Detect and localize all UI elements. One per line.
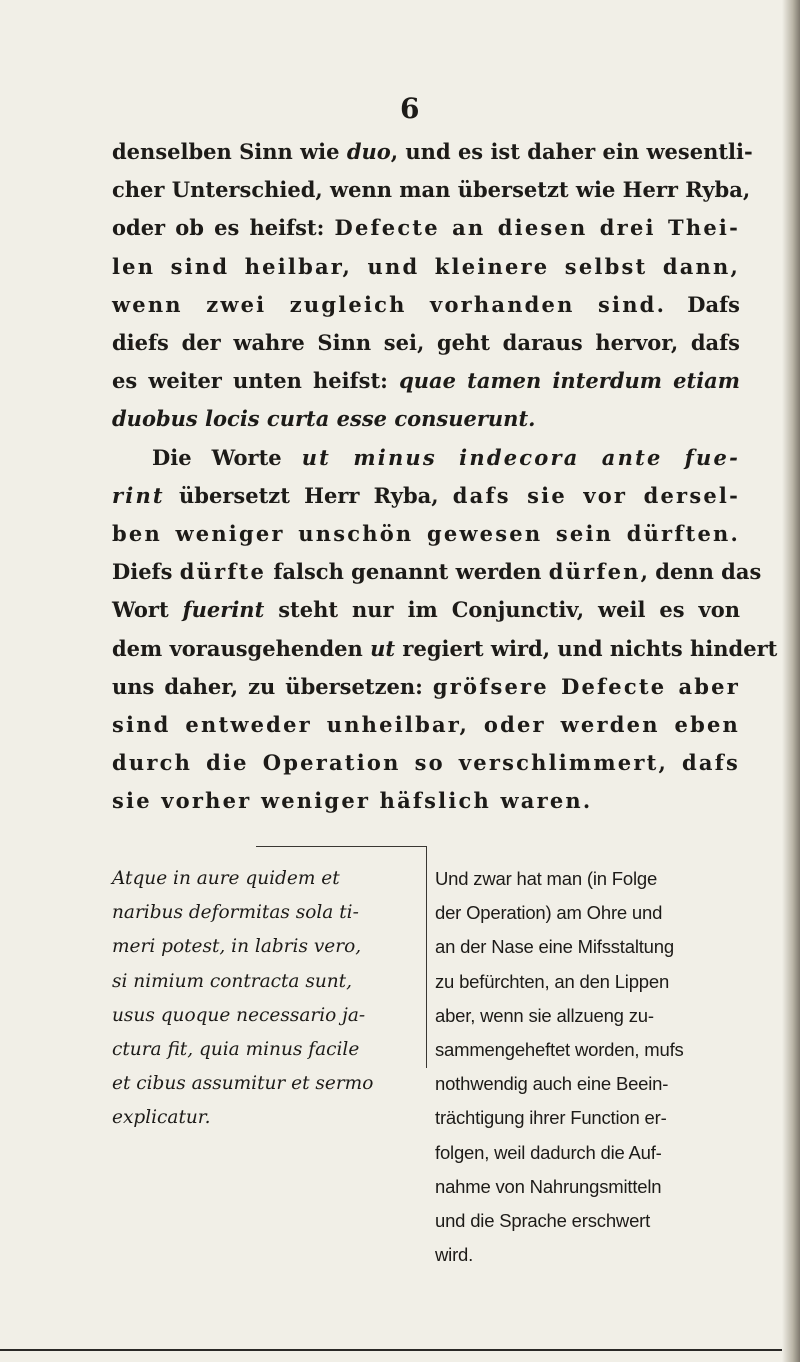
text-line: Diefs dürfte falsch genannt werden dürfen, denn das <box>112 559 762 585</box>
text-line: sie vorher weniger häfslich waren. <box>112 788 593 814</box>
german-line: Und zwar hat man (in Folge <box>435 868 658 889</box>
latin-line: usus quoque necessario ja- <box>112 1004 366 1026</box>
text-line: durch die Operation so verschlimmert, dafs <box>112 750 740 776</box>
column-divider-vertical <box>426 846 427 1068</box>
text-line: es weiter unten heifst: quae tamen interdum etiam <box>112 368 741 394</box>
german-line: trächtigung ihrer Function er- <box>435 1107 667 1129</box>
text-line: len sind heilbar, und kleinere selbst dann, <box>112 253 740 279</box>
latin-line: si nimium contracta sunt, <box>112 970 352 992</box>
german-line: wird. <box>435 1244 474 1266</box>
german-line: der Operation) am Ohre und <box>435 902 663 924</box>
text-line: wenn zwei zugleich vorhanden sind. Dafs <box>112 291 740 317</box>
text-line: Die Worte ut minus indecora ante fue- <box>152 444 740 470</box>
german-line: zu befürchten, an den Lippen <box>435 970 670 992</box>
text-line: ben weniger unschön gewesen sein dürften. <box>112 521 740 547</box>
text-line: duobus locis curta esse consuerunt. <box>112 406 536 432</box>
text-line: Wort fuerint steht nur im Conjunctiv, weil es von <box>112 597 740 623</box>
german-line: sammengeheftet worden, mufs <box>435 1039 684 1061</box>
latin-line: Atque in aure quidem et <box>112 868 340 889</box>
latin-line: meri potest, in labris vero, <box>112 936 362 958</box>
text-line: denselben Sinn wie duo, und es ist daher ein wesentli- <box>112 139 753 164</box>
german-line: nahme von Nahrungsmitteln <box>435 1175 662 1197</box>
german-line: an der Nase eine Mifsstaltung <box>435 936 674 958</box>
german-translation-column <box>435 862 735 1272</box>
latin-line: et cibus assumitur et sermo <box>112 1073 374 1095</box>
text-line: rint übersetzt Herr Ryba, dafs sie vor dersel- <box>112 482 740 508</box>
text-line: diefs der wahre Sinn sei, geht daraus hervor, dafs <box>112 330 740 356</box>
latin-footnote-column <box>112 862 410 1136</box>
latin-line: naribus deformitas sola ti- <box>112 902 359 924</box>
german-line: folgen, weil dadurch die Auf- <box>435 1141 662 1163</box>
german-line: nothwendig auch eine Beein- <box>435 1073 669 1095</box>
text-line: sind entweder unheilbar, oder werden eben <box>112 712 740 738</box>
bottom-edge-rule <box>0 1349 790 1351</box>
text-line: cher Unterschied, wenn man übersetzt wie Herr Ryba, <box>112 177 751 203</box>
latin-line: ctura fit, quia minus facile <box>112 1039 360 1061</box>
text-line: uns daher, zu übersetzen: gröfsere Defecte aber <box>112 673 740 699</box>
page-edge-shadow <box>782 0 800 1362</box>
text-line: dem vorausgehenden ut regiert wird, und nichts hindert <box>112 635 778 661</box>
page-number: 6 <box>400 92 420 125</box>
column-divider-horizontal <box>256 846 426 847</box>
main-text-block <box>112 133 778 821</box>
german-line: aber, wenn sie allzueng zu- <box>435 1004 654 1026</box>
latin-line: explicatur. <box>112 1107 211 1129</box>
german-line: und die Sprache erschwert <box>435 1210 651 1232</box>
text-line: oder ob es heifst: Defecte an diesen drei Thei- <box>112 215 740 241</box>
